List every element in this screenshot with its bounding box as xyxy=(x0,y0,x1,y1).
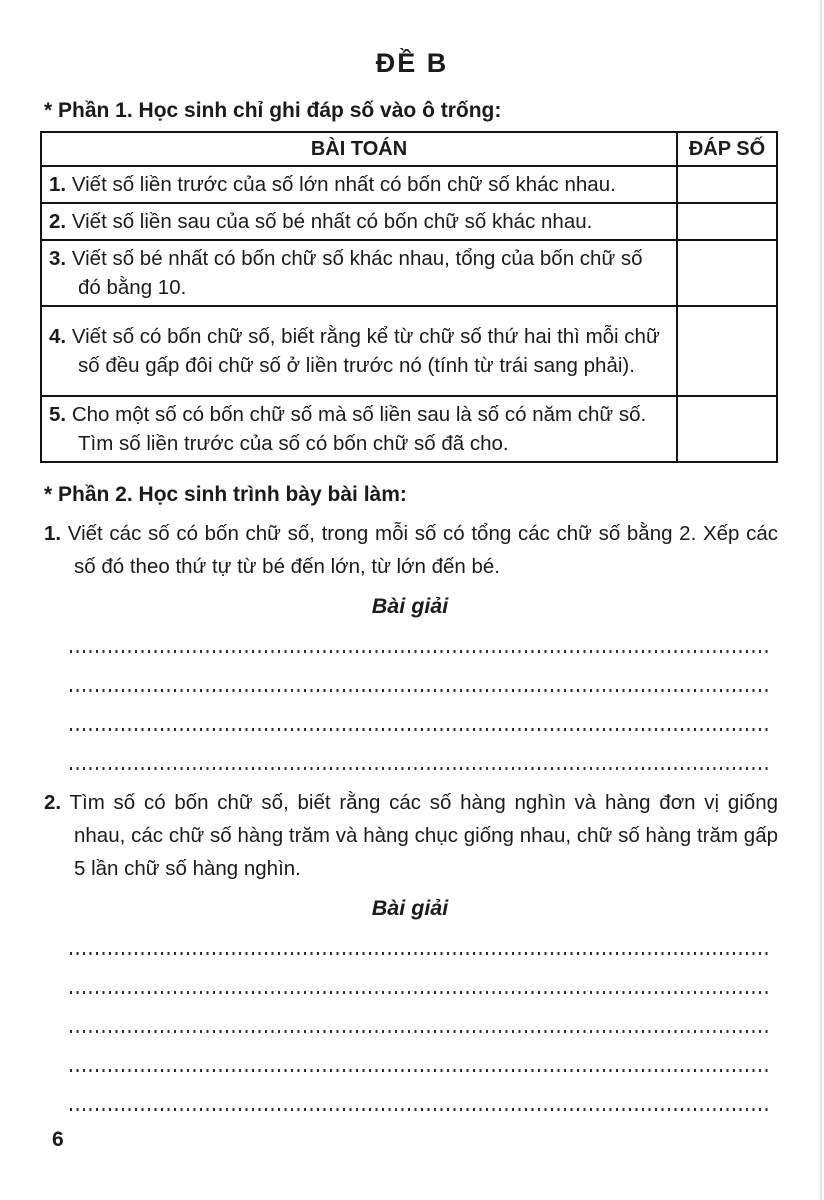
answer-line[interactable] xyxy=(70,955,772,994)
problem-text-cell xyxy=(41,203,677,240)
problem-number: 2. xyxy=(49,210,67,233)
answer-lines-problem-2 xyxy=(70,927,772,1111)
column-header-answer: ĐÁP SỐ xyxy=(677,132,777,166)
problem-text: Viết số liền trước của số lớn nhất có bốn chữ số khác nhau. xyxy=(71,173,616,196)
solution-label: Bài giải xyxy=(371,896,449,920)
answer-line[interactable] xyxy=(70,653,772,692)
column-header-problem: BÀI TOÁN xyxy=(41,132,677,166)
answer-line[interactable] xyxy=(70,1072,772,1111)
part1-heading: * Phần 1. Học sinh chỉ ghi đáp số vào ô trống: xyxy=(44,99,502,122)
problem-text: Viết số bé nhất có bốn chữ số khác nhau, tổng của bốn chữ số đó bằng 10. xyxy=(71,247,643,299)
problem-text: Tìm số có bốn chữ số, biết rằng các số hàng nghìn và hàng đơn vị giống nhau, các chữ số hàng trăm và hàng chục giống nhau, chữ số hàng trăm gấp 5 lần chữ số hàng nghìn. xyxy=(69,791,779,880)
problem-text: Viết số có bốn chữ số, biết rằng kể từ chữ số thứ hai thì mỗi chữ số đều gấp đôi chữ số ở liền trước nó (tính từ trái sang phải). xyxy=(71,325,660,377)
problem-number: 3. xyxy=(49,247,67,270)
problem-text-cell xyxy=(41,166,677,203)
answer-cell[interactable] xyxy=(677,166,777,203)
answer-cell[interactable] xyxy=(677,396,777,462)
part2-problem-2 xyxy=(44,786,778,885)
problem-text-cell xyxy=(41,306,677,396)
part1-table xyxy=(40,131,778,463)
problem-text-cell xyxy=(41,396,677,462)
table-header-row xyxy=(41,132,777,166)
table-row xyxy=(41,203,777,240)
answer-cell[interactable] xyxy=(677,203,777,240)
problem-text-cell xyxy=(41,240,677,306)
page-content xyxy=(40,99,780,1111)
answer-line[interactable] xyxy=(70,1033,772,1072)
problem-number: 1. xyxy=(49,173,67,196)
table-row xyxy=(41,306,777,396)
answer-line[interactable] xyxy=(70,731,772,770)
part2-heading: * Phần 2. Học sinh trình bày bài làm: xyxy=(44,483,407,506)
solution-label: Bài giải xyxy=(371,594,449,618)
problem-text: Cho một số có bốn chữ số mà số liền sau là số có năm chữ số. Tìm số liền trước của số có bốn chữ số đã cho. xyxy=(71,403,647,455)
answer-lines-problem-1 xyxy=(70,625,772,770)
page-number: 6 xyxy=(52,1128,64,1151)
problem-number: 2. xyxy=(44,791,62,814)
problem-text: Viết các số có bốn chữ số, trong mỗi số có tổng các chữ số bằng 2. Xếp các số đó theo thứ tự từ bé đến lớn, từ lớn đến bé. xyxy=(67,522,778,578)
answer-line[interactable] xyxy=(70,927,772,955)
problem-number: 4. xyxy=(49,325,67,348)
answer-line[interactable] xyxy=(70,625,772,653)
scan-edge-shadow xyxy=(819,0,822,1200)
table-row xyxy=(41,166,777,203)
table-row xyxy=(41,240,777,306)
table-row xyxy=(41,396,777,462)
problem-text: Viết số liền sau của số bé nhất có bốn chữ số khác nhau. xyxy=(71,210,593,233)
answer-cell[interactable] xyxy=(677,306,777,396)
page-title: ĐỀ B xyxy=(375,48,449,78)
answer-line[interactable] xyxy=(70,692,772,731)
problem-number: 1. xyxy=(44,522,62,545)
problem-number: 5. xyxy=(49,403,67,426)
answer-cell[interactable] xyxy=(677,240,777,306)
part2-problem-1 xyxy=(44,517,778,583)
answer-line[interactable] xyxy=(70,994,772,1033)
